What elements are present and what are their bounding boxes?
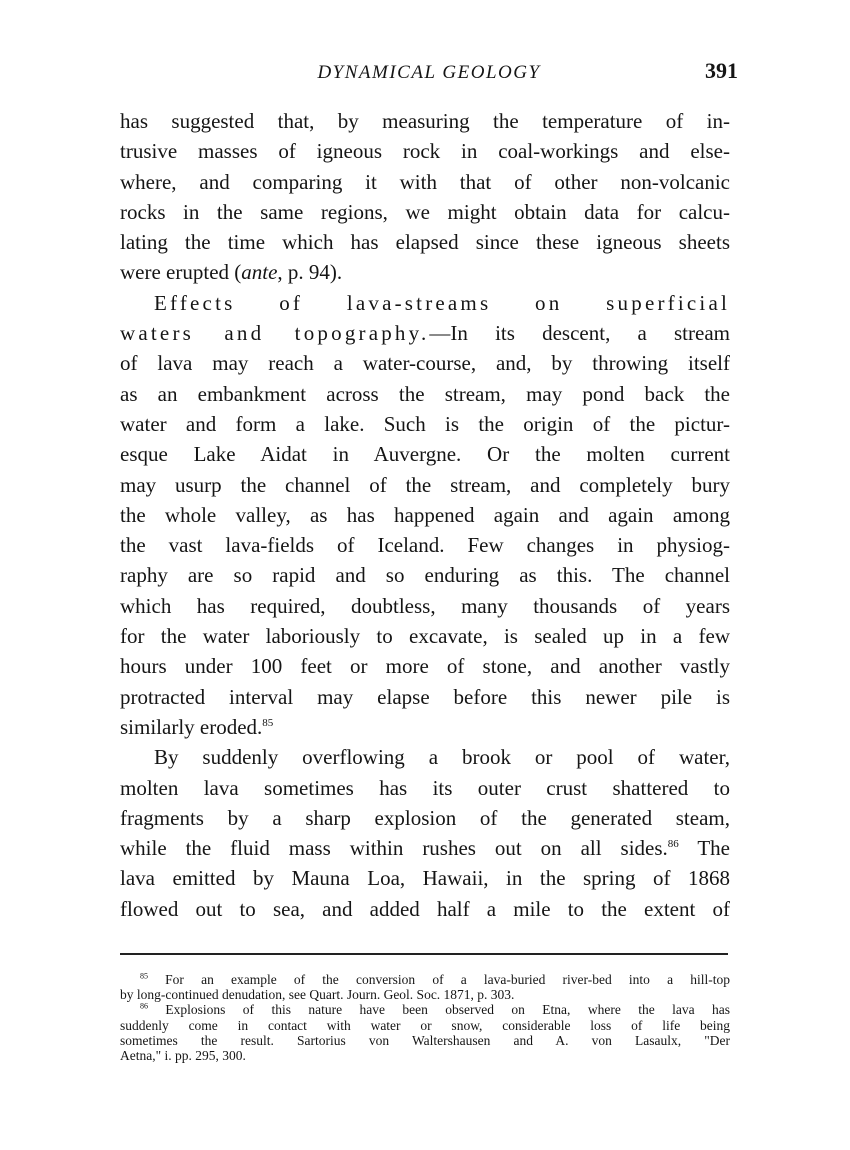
text-line: fragments by a sharp explosion of the generated steam, xyxy=(120,805,730,830)
text-line: protracted interval may elapse before this newer pile is xyxy=(120,684,730,709)
text-fragment: were erupted ( xyxy=(120,260,242,285)
text-line: By suddenly overflowing a brook or pool of water, xyxy=(154,745,730,770)
text-fragment: while the fluid mass within rushes out on all sides. xyxy=(120,836,668,861)
text-fragment: The xyxy=(678,836,731,861)
text-line: where, and comparing it with that of other non-volcanic xyxy=(120,169,730,194)
text-line xyxy=(120,712,730,742)
text-line xyxy=(120,318,730,348)
footnote-line: by long-continued denudation, see Quart. Journ. Geol. Soc. 1871, p. 303. xyxy=(120,987,515,1003)
footnote-line xyxy=(120,972,730,987)
text-fragment: , p. 94). xyxy=(277,260,343,285)
footnote-text: Explosions of this nature have been observed on Etna, where the lava has xyxy=(148,1002,730,1018)
text-line: for the water laboriously to excavate, is sealed up in a few xyxy=(120,624,730,649)
page-header xyxy=(120,58,738,88)
text-line: the vast lava-fields of Iceland. Few changes in physiog- xyxy=(120,533,730,558)
footnote-line: sometimes the result. Sartorius von Waltershausen and A. von Lasaulx, "Der xyxy=(120,1032,730,1048)
text-line: of lava may reach a water-course, and, by throwing itself xyxy=(120,351,730,376)
footnote-divider xyxy=(120,953,728,955)
footnote-number: 86 xyxy=(140,1001,148,1011)
text-line: water and form a lake. Such is the origin of the pictur- xyxy=(120,411,730,436)
footnote-text: For an example of the conversion of a lava-buried river-bed into a hill-top xyxy=(148,972,730,987)
text-line: trusive masses of igneous rock in coal-workings and else- xyxy=(120,139,730,164)
text-line: flowed out to sea, and added half a mile to the extent of xyxy=(120,896,730,921)
text-line: raphy are so rapid and so enduring as this. The channel xyxy=(120,563,730,588)
text-fragment: —In its descent, a stream xyxy=(429,321,730,346)
text-line: may usurp the channel of the stream, and completely bury xyxy=(120,472,730,497)
footnotes xyxy=(120,972,730,1063)
footnote-number: 85 xyxy=(140,971,148,981)
italic-reference: ante xyxy=(241,260,278,285)
text-line: hours under 100 feet or more of stone, and another vastly xyxy=(120,654,730,679)
body-text xyxy=(120,106,730,924)
text-line: has suggested that, by measuring the temperature of in- xyxy=(120,109,730,133)
text-line: lating the time which has elapsed since these igneous sheets xyxy=(120,230,730,255)
section-heading-line: Effects of lava-streams on superficial xyxy=(154,290,730,315)
footnote-line xyxy=(120,1002,730,1017)
footnote-line: Aetna," i. pp. 295, 300. xyxy=(120,1047,246,1063)
footnote-line: suddenly come in contact with water or snow, considerable loss of life being xyxy=(120,1017,730,1033)
text-line xyxy=(120,257,730,287)
footnote-ref: 86 xyxy=(667,838,679,851)
text-line: as an embankment across the stream, may pond back the xyxy=(120,381,730,406)
text-line: lava emitted by Mauna Loa, Hawaii, in the spring of 1868 xyxy=(120,866,730,891)
text-line: the whole valley, as has happened again and again among xyxy=(120,502,730,527)
running-head: DYNAMICAL GEOLOGY xyxy=(317,62,541,83)
text-line: which has required, doubtless, many thousands of years xyxy=(120,593,730,618)
text-line: esque Lake Aidat in Auvergne. Or the molten current xyxy=(120,442,730,467)
text-fragment: similarly eroded. xyxy=(120,714,263,739)
footnote-ref: 85 xyxy=(262,716,274,729)
text-line: molten lava sometimes has its outer crust shattered to xyxy=(120,775,730,800)
section-heading-fragment: waters and topography. xyxy=(120,321,430,346)
page-number: 391 xyxy=(705,58,738,83)
text-line xyxy=(120,833,730,863)
text-line: rocks in the same regions, we might obtain data for calcu- xyxy=(120,199,730,224)
